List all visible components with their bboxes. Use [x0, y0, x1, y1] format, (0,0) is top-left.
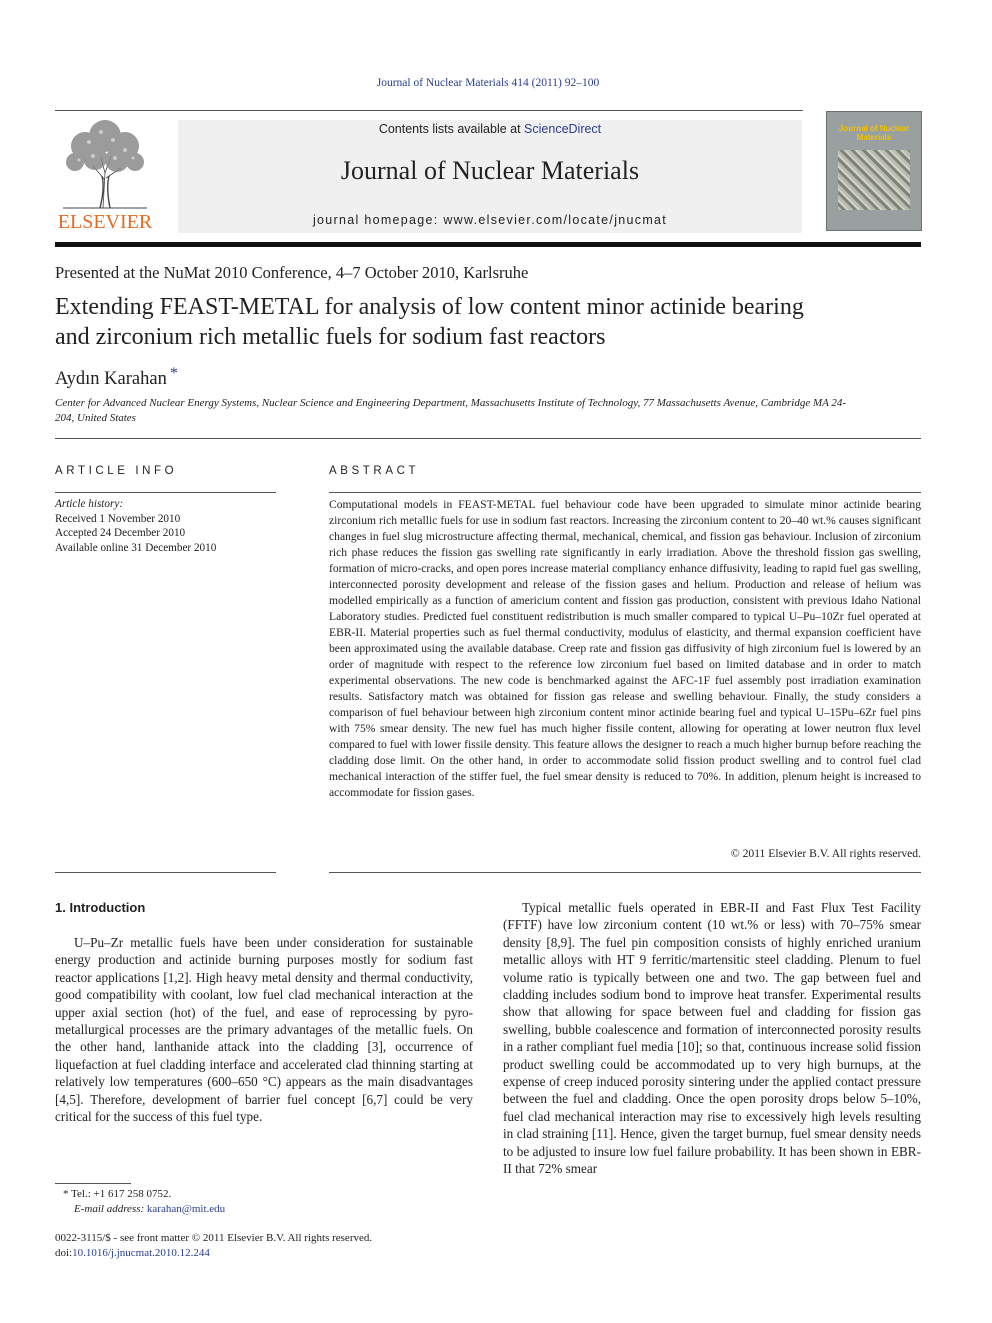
top-rule	[55, 110, 803, 111]
article-history	[55, 497, 216, 555]
contents-line	[178, 122, 802, 136]
elsevier-logo[interactable]	[55, 118, 155, 234]
intro-paragraph-right: Typical metallic fuels operated in EBR-II and Fast Flux Test Facility (FFTF) have low zirconium content (10 wt.% or less) with 70–75% smear density [8,9]. The fuel pin composition consists of highly enriched uranium metallic alloys with HT 9 ferritic/martensitic steel cladding. Plenum to fuel volume ratio is typically between one and two. The gap between fuel and cladding includes sodium bond to improve heat transfer. Experimental results show that allowing for space between fuel and cladding for fission gas swelling, bubble coalescence and formation of interconnected porosity results in a rather compliant fuel media [10]; so that, continuous increase solid fission product swelling could be accommodated up to very high burnups, at the expense of creep induced porosity sintering under the applied contact pressure between the fuel and cladding. Once the open porosity drops below 5–10%, fuel clad mechanical interaction may rise to excessively high levels resulting in clad straining [11]. Hence, given the target burnup, fuel smear density needs to be adjusted to insure low fuel failure probability. It has been shown in EBR-II that 72% smear	[503, 900, 921, 1177]
article-title	[55, 292, 915, 352]
received-date: Received 1 November 2010	[55, 512, 181, 525]
footnotes	[55, 1187, 225, 1216]
section-heading-introduction: 1. Introduction	[55, 900, 146, 915]
front-matter	[55, 1231, 372, 1260]
article-title-line-2: and zirconium rich metallic fuels for sodium fast reactors	[55, 324, 606, 350]
journal-masthead	[178, 120, 802, 233]
journal-homepage[interactable]: journal homepage: www.elsevier.com/locate/jnucmat	[312, 213, 668, 227]
author-footnote-mark[interactable]: *	[169, 365, 178, 382]
footnote-telephone: * Tel.: +1 617 258 0752.	[63, 1188, 172, 1200]
elsevier-tree-icon	[55, 118, 155, 210]
cover-title: Journal of Nuclear Materials	[838, 124, 910, 142]
online-date: Available online 31 December 2010	[55, 541, 217, 554]
divider	[329, 492, 921, 493]
abstract-copyright: © 2011 Elsevier B.V. All rights reserved.	[730, 847, 921, 860]
email-label: E-mail address:	[74, 1202, 145, 1215]
elsevier-wordmark: ELSEVIER	[57, 211, 153, 233]
issn-line: 0022-3115/$ - see front matter © 2011 Elsevier B.V. All rights reserved.	[55, 1232, 373, 1244]
doi-prefix: doi:	[55, 1246, 73, 1259]
cover-image	[838, 150, 910, 210]
doi-link[interactable]: 10.1016/j.jnucmat.2010.12.244	[72, 1246, 210, 1259]
abstract-text: Computational models in FEAST-METAL fuel behaviour code have been upgraded to simulate minor actinide bearing zirconium rich metallic fuels for use in sodium fast reactors. Increasing the zirconium content to 20–40 wt.% causes significant changes in fuel slug microstructure affecting thermal, mechanical, chemical, and fission gas behaviour. Inclusion of zirconium rich phase reduces the fission gas swelling rate significantly in early irradiation. Above the threshold fission gas swelling, formation of micro-cracks, and open pores increase material compliancy enhance diffusivity, leading to rapid fuel gas swelling, interconnected porosity development and release of the fission gases and helium. Production and release of helium was modelled empirically as a function of americium content and fission gas production, consistent with previous Idaho National Laboratory studies. Predicted fuel constituent redistribution is much smaller compared to typical U–Pu–10Zr fuel operated at EBR-II. Material properties such as fuel thermal conductivity, modulus of elasticity, and thermal expansion coefficient have been approximated using the available database. Creep rate and fission gas diffusivity of high zirconium fuel is lowered by an order of magnitude with respect to the reference low zirconium fuel based on limited database and in order to match experimental observations. The new code is benchmarked against the AFC-1F fuel assembly post irradiation examination results. Satisfactory match was obtained for fission gas release and swelling behaviour. Finally, the study considers a comparison of fuel behaviour between high zirconium content minor actinide bearing fuel and typical U–15Pu–6Zr fuel pins with 75% smear density. The new fuel has much higher fissile content, allowing for operating at lower neutron flux level compared to fuel with lower fissile density. This feature allows the designer to reach a much higher burnup before reaching the cladding dose limit. On the other hand, in order to accommodate solid fission product swelling and to control fuel clad mechanical interaction of the stiffer fuel, the fuel smear density is reduced to 70%. In addition, plenum height is increased to accommodate for fission gases.	[329, 498, 921, 799]
contents-prefix: Contents lists available at	[378, 122, 525, 136]
journal-cover-thumbnail[interactable]	[826, 111, 922, 231]
intro-paragraph-left: U–Pu–Zr metallic fuels have been under consideration for sustainable energy production and actinide burning purposes mostly for sodium fast reactor applications [1,2]. High heavy metal density and thermal conductivity, good compatibility with coolant, low fuel clad mechanical interaction at the upper axial section (hot) of the fuel, and ease of reprocessing by pyro-metallurgical processes are the primary advantages of the metallic fuels. On the other hand, lanthanide attack into the cladding [3], occurrence of liquefaction at fuel cladding interface and accelerated clad thinning starting at relatively low temperatures (600–650 °C) appears as the main disadvantages [4,5]. Therefore, development of barrier fuel concept [6,7] could be very critical for the success of this fuel type.	[55, 935, 473, 1125]
header-thick-rule	[55, 242, 921, 247]
divider	[55, 492, 276, 493]
article-info-heading: ARTICLE INFO	[55, 465, 178, 477]
journal-citation[interactable]: Journal of Nuclear Materials 414 (2011) 92–100	[376, 77, 600, 89]
article-title-line-1: Extending FEAST-METAL for analysis of low content minor actinide bearing	[55, 294, 804, 320]
divider	[55, 438, 921, 439]
conference-note: Presented at the NuMat 2010 Conference, 4–7 October 2010, Karlsruhe	[55, 263, 529, 282]
divider	[55, 872, 276, 873]
footnote-rule	[55, 1183, 131, 1184]
abstract-heading: ABSTRACT	[329, 465, 420, 477]
footnote-email-line	[55, 1202, 225, 1217]
email-link[interactable]: karahan@mit.edu	[146, 1202, 226, 1215]
accepted-date: Accepted 24 December 2010	[55, 527, 186, 539]
author-line	[55, 365, 178, 390]
doi-line	[55, 1246, 372, 1261]
journal-title: Journal of Nuclear Materials	[340, 156, 640, 185]
author-name[interactable]: Aydın Karahan	[55, 369, 167, 389]
history-label: Article history:	[55, 498, 124, 510]
divider	[329, 872, 921, 873]
affiliation: Center for Advanced Nuclear Energy Systems, Nuclear Science and Engineering Department, Massachusetts Institute of Technology, 77 Massachusetts Avenue, Cambridge MA 24-204, United States	[55, 397, 847, 424]
sciencedirect-link[interactable]: ScienceDirect	[524, 122, 602, 136]
